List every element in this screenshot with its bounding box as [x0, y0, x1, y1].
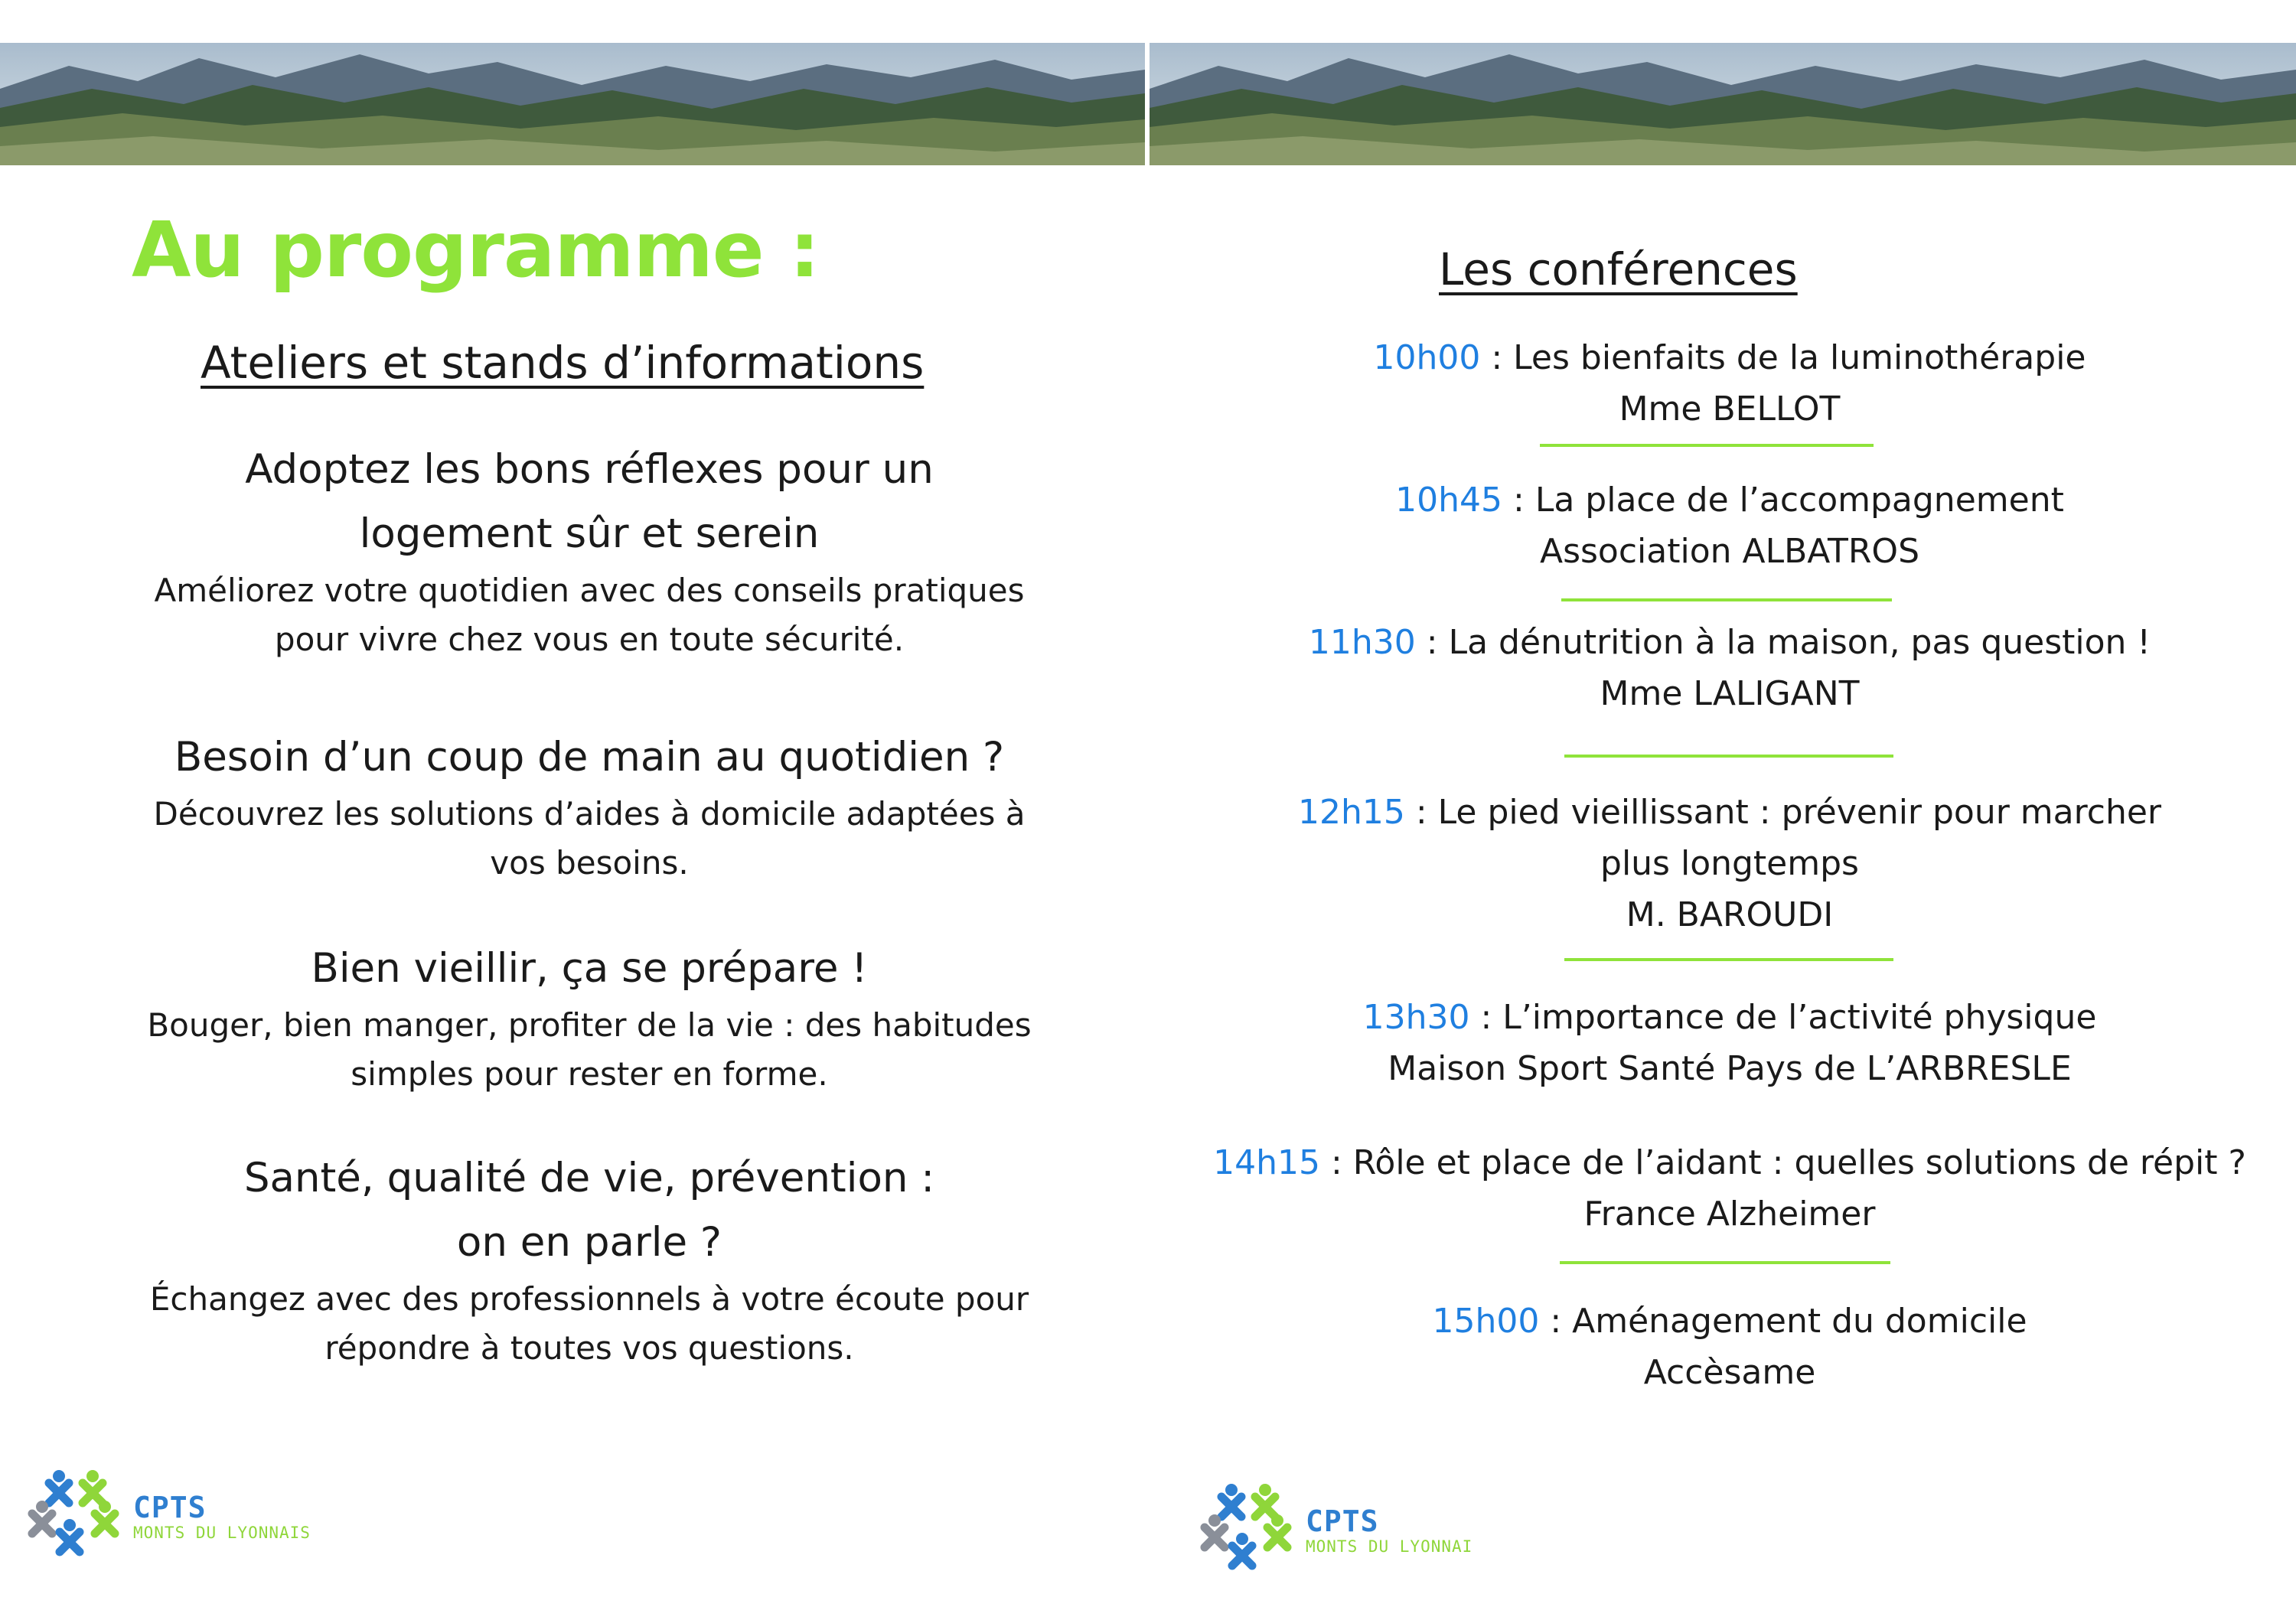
atelier-title-line: Bien vieillir, ça se prépare !: [311, 945, 868, 992]
atelier-desc-line: Améliorez votre quotidien avec des conseils pratiques: [154, 572, 1025, 609]
conference-topic: Le pied vieillissant : prévenir pour marcher: [1437, 793, 2161, 832]
atelier-title: [122, 438, 1056, 566]
conference-time: 12h15: [1297, 793, 1405, 832]
atelier-item: [122, 937, 1056, 1099]
conference-speaker: Maison Sport Santé Pays de L’ARBRESLE: [1388, 1049, 2072, 1088]
time-separator: :: [1539, 1302, 1573, 1341]
logo-text: [1306, 1506, 1473, 1556]
conference-speaker: Association ALBATROS: [1539, 532, 1919, 571]
green-divider: [1564, 755, 1893, 758]
conference-time: 10h00: [1373, 338, 1481, 377]
conferences-heading: Les conférences: [1439, 243, 1798, 295]
people-circle-logo-icon: [21, 1468, 129, 1567]
atelier-desc-line: simples pour rester en forme.: [351, 1055, 828, 1093]
green-divider: [1560, 1261, 1890, 1264]
conference-topic: La place de l’accompagnement: [1534, 481, 2064, 520]
page-title: Au programme :: [132, 205, 820, 295]
atelier-title-line: Besoin d’un coup de main au quotidien ?: [174, 734, 1005, 781]
cpts-logo: [1194, 1481, 1473, 1581]
conference-topic: L’importance de l’activité physique: [1502, 998, 2097, 1037]
conference-topic: Rôle et place de l’aidant : quelles solutions de répit ?: [1352, 1143, 2246, 1182]
conference-speaker: Mme LALIGANT: [1600, 674, 1860, 713]
conference-topic-line: [1209, 332, 2250, 383]
atelier-title-line: on en parle ?: [456, 1219, 722, 1266]
people-circle-logo-icon: [1194, 1481, 1301, 1581]
conference-topic-line: [1209, 992, 2250, 1043]
green-divider: [1561, 598, 1892, 601]
atelier-description: [122, 566, 1056, 664]
conference-speaker: Accèsame: [1643, 1353, 1816, 1392]
logo-subtitle: MONTS DU LYONNAI: [1306, 1537, 1473, 1556]
conference-topic-line: [1209, 474, 2250, 526]
atelier-description: [122, 790, 1056, 888]
landscape-photo: [0, 43, 1145, 165]
atelier-title-line: logement sûr et serein: [359, 510, 820, 557]
conference-topic-line: [1209, 1296, 2250, 1347]
conference-time: 13h30: [1362, 998, 1470, 1037]
logo-name: CPTS: [1306, 1504, 1379, 1538]
conference-item: [1209, 474, 2250, 577]
time-separator: :: [1469, 998, 1503, 1037]
conference-topic-line: [1209, 787, 2250, 838]
atelier-title: [122, 725, 1056, 790]
conference-speaker: Mme BELLOT: [1619, 390, 1841, 429]
atelier-desc-line: Bouger, bien manger, profiter de la vie : des habitudes: [147, 1006, 1032, 1044]
atelier-item: [122, 438, 1056, 664]
conference-topic-continued: plus longtemps: [1600, 844, 1859, 883]
atelier-title-line: Santé, qualité de vie, prévention :: [243, 1155, 935, 1201]
logo-name: CPTS: [133, 1491, 207, 1524]
time-separator: :: [1415, 623, 1449, 662]
conference-speaker: France Alzheimer: [1583, 1195, 1876, 1234]
ateliers-heading: Ateliers et stands d’informations: [201, 337, 925, 389]
landscape-banner-right: [1150, 43, 2296, 165]
time-separator: :: [1502, 481, 1535, 520]
atelier-description: [122, 1275, 1056, 1373]
conference-time: 10h45: [1395, 481, 1503, 520]
conference-time: 14h15: [1213, 1143, 1320, 1182]
conference-item: [1209, 1137, 2250, 1240]
atelier-desc-line: pour vivre chez vous en toute sécurité.: [274, 621, 905, 658]
conference-item: [1209, 992, 2250, 1094]
conference-topic: Aménagement du domicile: [1572, 1302, 2027, 1341]
atelier-description: [122, 1001, 1056, 1099]
time-separator: :: [1404, 793, 1438, 832]
logo-text: [133, 1492, 311, 1543]
conference-speaker: M. BAROUDI: [1626, 895, 1834, 934]
cpts-logo: [21, 1468, 311, 1567]
atelier-item: [122, 1146, 1056, 1373]
conference-time: 15h00: [1432, 1302, 1540, 1341]
green-divider: [1540, 444, 1874, 447]
conference-time: 11h30: [1308, 623, 1416, 662]
conference-topic: La dénutrition à la maison, pas question !: [1448, 623, 2151, 662]
atelier-title-line: Adoptez les bons réflexes pour un: [245, 446, 934, 493]
conference-topic: Les bienfaits de la luminothérapie: [1513, 338, 2086, 377]
landscape-banner-left: [0, 43, 1145, 165]
atelier-desc-line: vos besoins.: [490, 844, 689, 882]
atelier-title: [122, 937, 1056, 1001]
atelier-desc-line: répondre à toutes vos questions.: [325, 1329, 854, 1367]
atelier-desc-line: Découvrez les solutions d’aides à domicile adaptées à: [153, 795, 1026, 833]
conference-topic-line: [1209, 1137, 2250, 1188]
green-divider: [1564, 958, 1893, 961]
landscape-photo: [1150, 43, 2296, 165]
logo-subtitle: MONTS DU LYONNAIS: [133, 1524, 311, 1542]
time-separator: :: [1480, 338, 1514, 377]
conference-topic-line: [1209, 617, 2250, 668]
conference-item: [1209, 787, 2250, 940]
atelier-title: [122, 1146, 1056, 1275]
time-separator: :: [1320, 1143, 1353, 1182]
atelier-desc-line: Échangez avec des professionnels à votre écoute pour: [149, 1280, 1029, 1318]
conference-item: [1209, 332, 2250, 435]
conference-item: [1209, 617, 2250, 719]
conference-item: [1209, 1296, 2250, 1398]
atelier-item: [122, 725, 1056, 888]
